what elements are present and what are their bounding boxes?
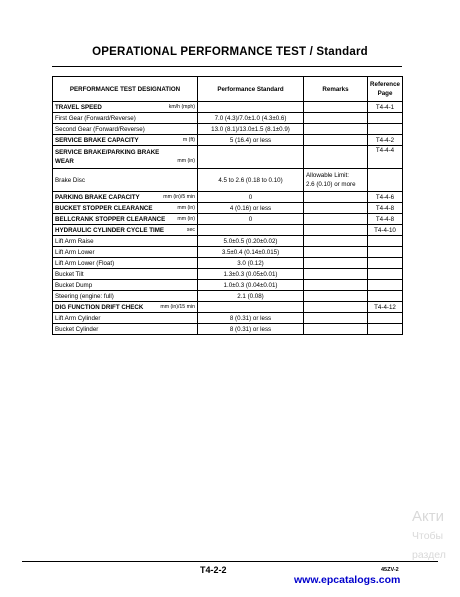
- document-code: 45ZV-2: [381, 567, 399, 573]
- row-reference: T4-4-2: [368, 135, 403, 146]
- row-designation: SERVICE BRAKE/PARKING BRAKE WEAR mm (in): [53, 146, 198, 169]
- table-row: [53, 135, 403, 146]
- page-title: OPERATIONAL PERFORMANCE TEST / Standard: [92, 46, 368, 58]
- table-row: [53, 113, 403, 124]
- table-row: [53, 102, 403, 113]
- performance-table: [52, 76, 403, 335]
- row-reference: [368, 258, 403, 269]
- row-designation: BELLCRANK STOPPER CLEARANCE mm (in): [53, 214, 198, 225]
- table-row: [53, 247, 403, 258]
- row-designation: Steering (engine: full): [53, 291, 198, 302]
- row-unit: mm (in)/15 min: [160, 303, 195, 310]
- row-remarks: [304, 135, 368, 146]
- row-designation: Brake Disc: [53, 169, 198, 192]
- header-reference-line2: Page: [377, 90, 393, 97]
- row-standard: 1.0±0.3 (0.04±0.01): [198, 280, 304, 291]
- row-reference: [368, 247, 403, 258]
- row-unit: mm (in): [177, 215, 195, 222]
- activation-overlay-line: раздел: [412, 549, 446, 561]
- row-standard: 8 (0.31) or less: [198, 324, 304, 335]
- row-reference: [368, 280, 403, 291]
- row-reference: T4-4-4: [368, 146, 403, 169]
- row-remarks: [304, 247, 368, 258]
- footer-rule: [22, 561, 438, 562]
- table-row: [53, 192, 403, 203]
- row-designation: TRAVEL SPEED km/h (mph): [53, 102, 198, 113]
- table-row: [53, 258, 403, 269]
- row-standard: 1.3±0.3 (0.05±0.01): [198, 269, 304, 280]
- row-standard: [198, 146, 304, 169]
- row-remarks: [304, 113, 368, 124]
- table-row: [53, 236, 403, 247]
- row-designation: Bucket Cylinder: [53, 324, 198, 335]
- row-standard: 0: [198, 192, 304, 203]
- table-row: [53, 225, 403, 236]
- row-remarks: [304, 302, 368, 313]
- row-standard: 2.1 (0.08): [198, 291, 304, 302]
- table-row: [53, 203, 403, 214]
- table-row: [53, 291, 403, 302]
- row-remarks: Allowable Limit: 2.6 (0.10) or more: [304, 169, 368, 192]
- row-standard: 3.5±0.4 (0.14±0.015): [198, 247, 304, 258]
- row-standard: 5.0±0.5 (0.20±0.02): [198, 236, 304, 247]
- row-reference: T4-4-1: [368, 102, 403, 113]
- row-reference: T4-4-10: [368, 225, 403, 236]
- row-reference: [368, 313, 403, 324]
- row-standard: 13.0 (8.1)/13.0±1.5 (8.1±0.9): [198, 124, 304, 135]
- row-designation: PARKING BRAKE CAPACITY mm (in)/5 min: [53, 192, 198, 203]
- row-designation: First Gear (Forward/Reverse): [53, 113, 198, 124]
- row-remarks: [304, 291, 368, 302]
- table-row: [53, 214, 403, 225]
- row-reference: T4-4-12: [368, 302, 403, 313]
- row-remarks: [304, 203, 368, 214]
- row-designation: Lift Arm Raise: [53, 236, 198, 247]
- row-remarks: [304, 313, 368, 324]
- row-standard: 3.0 (0.12): [198, 258, 304, 269]
- row-reference: T4-4-6: [368, 192, 403, 203]
- row-standard: 7.0 (4.3)/7.0±1.0 (4.3±0.6): [198, 113, 304, 124]
- header-reference-page: [368, 77, 403, 102]
- row-remarks: [304, 269, 368, 280]
- row-designation: Second Gear (Forward/Reverse): [53, 124, 198, 135]
- row-unit: m (ft): [182, 136, 195, 143]
- row-unit: sec: [186, 226, 195, 233]
- row-designation: Bucket Dump: [53, 280, 198, 291]
- row-reference: T4-4-8: [368, 214, 403, 225]
- row-unit: mm (in): [177, 204, 195, 211]
- activation-overlay-title: Акти: [412, 508, 444, 525]
- row-reference: [368, 169, 403, 192]
- row-remarks: [304, 280, 368, 291]
- row-standard: 4.5 to 2.6 (0.18 to 0.10): [198, 169, 304, 192]
- watermark-url: www.epcatalogs.com: [294, 574, 401, 586]
- header-designation: PERFORMANCE TEST DESIGNATION: [53, 77, 198, 102]
- row-designation: SERVICE BRAKE CAPACITY m (ft): [53, 135, 198, 146]
- table-row: [53, 302, 403, 313]
- row-remarks: [304, 324, 368, 335]
- row-remarks: [304, 146, 368, 169]
- table-row: [53, 124, 403, 135]
- row-standard: [198, 102, 304, 113]
- row-remarks: [304, 236, 368, 247]
- row-remarks: [304, 214, 368, 225]
- table-row: [53, 146, 403, 169]
- row-reference: [368, 113, 403, 124]
- table-row: [53, 169, 403, 192]
- row-standard: 8 (0.31) or less: [198, 313, 304, 324]
- header-reference-line1: Reference: [370, 81, 400, 88]
- row-standard: 0: [198, 214, 304, 225]
- row-remarks: [304, 192, 368, 203]
- row-reference: [368, 269, 403, 280]
- page-number: T4-2-2: [200, 565, 227, 575]
- row-unit: km/h (mph): [168, 103, 195, 110]
- row-remarks: [304, 225, 368, 236]
- row-designation: DIG FUNCTION DRIFT CHECK mm (in)/15 min: [53, 302, 198, 313]
- header-standard: Performance Standard: [198, 77, 304, 102]
- row-reference: [368, 291, 403, 302]
- row-remarks: [304, 258, 368, 269]
- row-reference: [368, 236, 403, 247]
- row-standard: [198, 225, 304, 236]
- row-reference: [368, 124, 403, 135]
- row-designation: Lift Arm Lower: [53, 247, 198, 258]
- row-unit: mm (in): [177, 158, 195, 164]
- header-remarks: Remarks: [304, 77, 368, 102]
- row-unit: mm (in)/5 min: [163, 193, 195, 200]
- row-standard: [198, 302, 304, 313]
- table-row: [53, 313, 403, 324]
- row-remarks: [304, 102, 368, 113]
- row-reference: [368, 324, 403, 335]
- row-designation: Lift Arm Lower (Float): [53, 258, 198, 269]
- row-reference: T4-4-8: [368, 203, 403, 214]
- row-designation: BUCKET STOPPER CLEARANCE mm (in): [53, 203, 198, 214]
- row-standard: 5 (16.4) or less: [198, 135, 304, 146]
- row-standard: 4 (0.16) or less: [198, 203, 304, 214]
- row-designation: HYDRAULIC CYLINDER CYCLE TIME sec: [53, 225, 198, 236]
- table-row: [53, 269, 403, 280]
- row-remarks: [304, 124, 368, 135]
- row-designation: Bucket Tilt: [53, 269, 198, 280]
- table-row: [53, 280, 403, 291]
- title-rule: [52, 66, 402, 67]
- table-row: [53, 324, 403, 335]
- table-header-row: [53, 77, 403, 102]
- row-designation: Lift Arm Cylinder: [53, 313, 198, 324]
- activation-overlay-line: Чтобы: [412, 530, 444, 542]
